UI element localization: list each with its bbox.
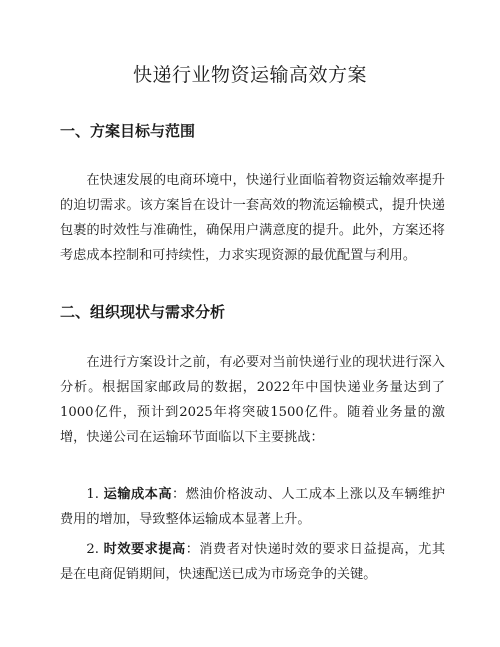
section-paragraph-goals: 在快速发展的电商环境中，快递行业面临着物资运输效率提升的迫切需求。该方案旨在设计一套高效的物流运输模式，提升快递包裹的时效性与准确性，确保用户满意度的提升。此外，方案还将考虑成本控制和可持续性，力求实现资源的最优配置与利用。 [60,173,445,263]
section-heading-goals: 一、方案目标与范围 [60,122,196,140]
section-heading-analysis: 二、组织现状与需求分析 [60,303,226,321]
document-title: 快递行业物资运输高效方案 [132,64,367,86]
list-item-timeliness [60,537,445,587]
section-paragraph-analysis: 在进行方案设计之前，有必要对当前快递行业的现状进行深入分析。根据国家邮政局的数据，2022年中国快递业务量达到了1000亿件，预计到2025年将突破1500亿件。随着业务量的激增，快递公司在运输环节面临以下主要挑战： [60,355,445,445]
list-item-number: 2. [86,542,104,557]
list-item-number: 1. [86,487,104,502]
list-item-cost [60,482,445,532]
list-item-text: ：消费者对快递时效的要求日益提高，尤其是在电商促销期间，快速配送已成为市场竞争的关键。 [60,542,446,582]
list-item-text: ：燃油价格波动、人工成本上涨以及车辆维护费用的增加，导致整体运输成本显著上升。 [60,487,446,527]
list-item-label: 运输成本高 [103,487,173,502]
list-item-label: 时效要求提高 [103,542,186,557]
